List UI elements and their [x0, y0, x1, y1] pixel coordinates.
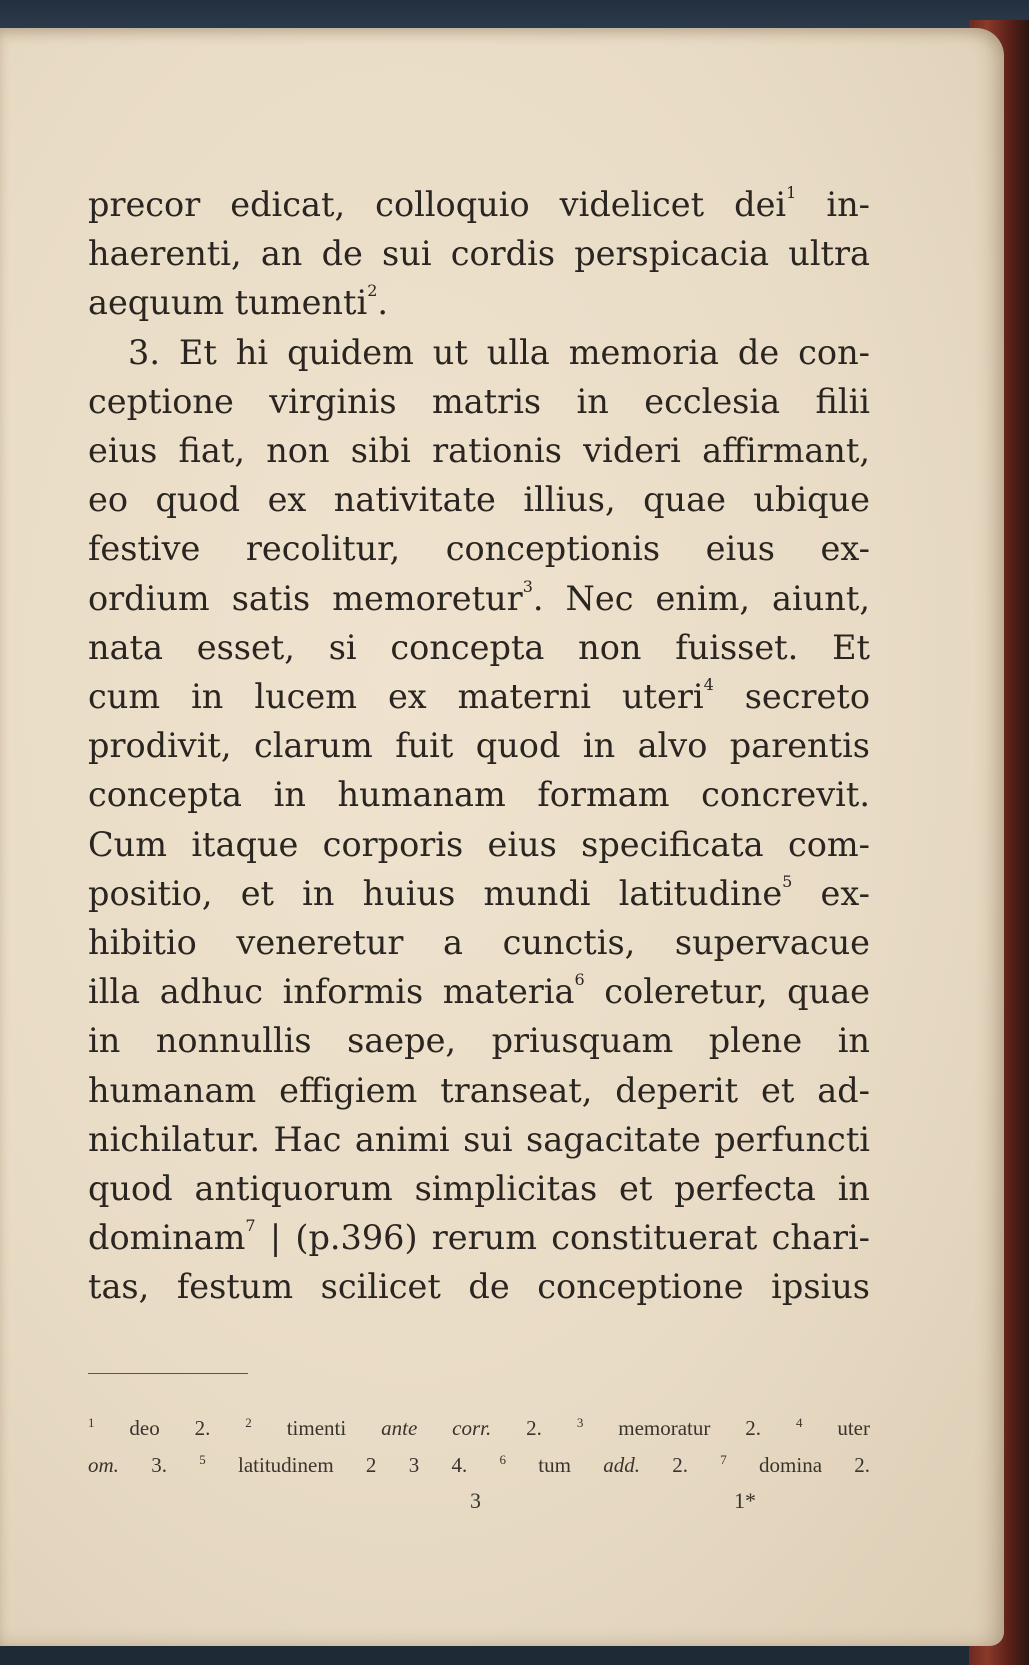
text-line: haerenti, an de sui cordis perspicacia ultra [88, 234, 870, 274]
footnotes [88, 1410, 870, 1484]
text-line: 3. Et hi quidem ut ulla memoria de con- [128, 332, 870, 372]
footnote-marker: 1 [786, 183, 797, 202]
book-page [0, 28, 1004, 1646]
footnote-6: $^6$ tum add. 2. [499, 1452, 688, 1477]
text-line: ordium satis memoretur$^3$. Nec enim, aiunt, [88, 576, 870, 618]
footnote-marker: 6 [574, 970, 585, 990]
footnote-5: $^5$ latitudinem 2 3 4. [199, 1452, 468, 1477]
text-line: quod antiquorum simplicitas et perfecta in [88, 1169, 870, 1209]
footnote-marker: 5 [782, 871, 793, 891]
footnote-marker: 3 [522, 576, 533, 596]
text-line: tas, festum scilicet de conceptione ipsius [88, 1267, 870, 1307]
footnote-marker: 2 [367, 281, 378, 301]
text-line: in nonnullis saepe, priusquam plene in [88, 1021, 870, 1061]
footnote-4-cont: om. 3. [88, 1453, 167, 1477]
footnote-7: $^7$ domina 2. [720, 1452, 871, 1477]
footnote-3: $^3$ memoratur 2. [576, 1415, 762, 1440]
main-text [88, 180, 870, 1312]
footnote-2: $^2$ timenti ante corr. 2. [245, 1415, 542, 1440]
text-line: prodivit, clarum fuit quod in alvo parentis [88, 726, 870, 766]
text-line: positio, et in huius mundi latitudine$^5$ ex- [88, 871, 870, 913]
text-line: Cum itaque corporis eius specificata com- [88, 824, 870, 864]
text-line: concepta in humanam formam concrevit. [88, 775, 870, 815]
page-number: 3 [470, 1488, 481, 1513]
text-line: festive recolitur, conceptionis eius ex- [88, 529, 870, 569]
text-line: illa adhuc informis materia$^6$ coleretur, quae [88, 970, 870, 1012]
text-line: nata esset, si concepta non fuisset. Et [88, 627, 870, 667]
text-line: eius fiat, non sibi rationis videri affirmant, [88, 431, 870, 471]
text-line: ceptione virginis matris in ecclesia filii [88, 381, 870, 421]
footnote-marker: 4 [703, 675, 714, 695]
footnote-4: $^4$ uter [795, 1415, 870, 1440]
footnote-1: $^1$ deo 2. [88, 1415, 211, 1440]
footnote-line [88, 1410, 870, 1447]
text-line: aequum tumenti$^2$. [88, 281, 389, 323]
text-line: nichilatur. Hac animi sui sagacitate perfuncti [88, 1119, 870, 1159]
text-line: hibitio veneretur a cunctis, supervacue [88, 923, 870, 963]
text-line: precor edicat, colloquio videlicet dei$^1$ in- [88, 183, 870, 224]
text-line: humanam effigiem transeat, deperit et ad- [88, 1070, 870, 1110]
footnote-line [88, 1447, 870, 1484]
footnote-marker: 7 [245, 1216, 256, 1236]
text-line: cum in lucem ex materni uteri$^4$ secreto [88, 675, 870, 717]
text-line: eo quod ex nativitate illius, quae ubique [88, 480, 870, 520]
sheet-signature-mark: 1* [734, 1488, 756, 1513]
text-line: dominam$^7$ | (p.396) rerum constituerat chari- [88, 1216, 870, 1258]
footnote-divider [88, 1373, 248, 1374]
